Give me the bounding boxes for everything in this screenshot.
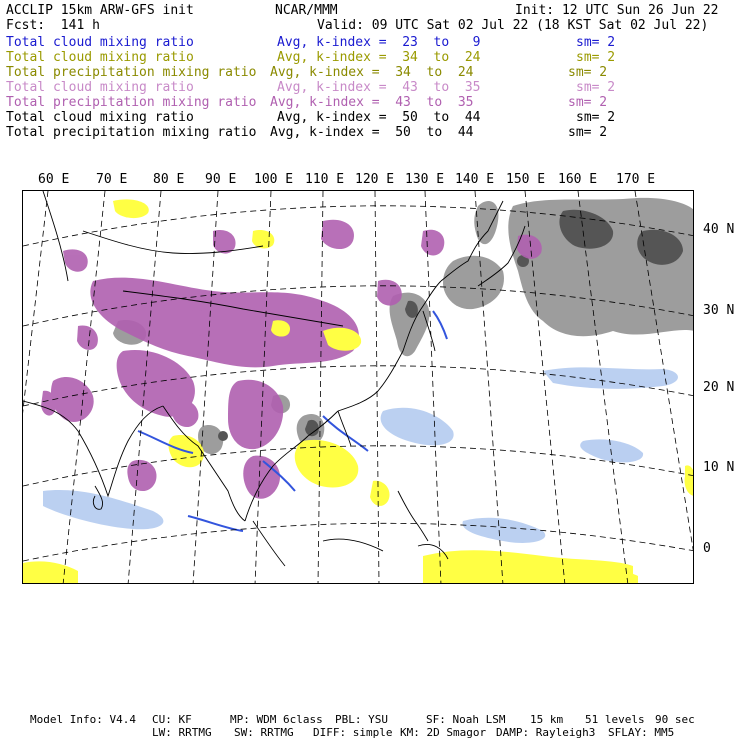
legend-avg: Avg, k-index = 50 to 44 (277, 110, 481, 125)
vertical-levels: 51 levels (585, 713, 645, 726)
legend-field: Total precipitation mixing ratio (6, 125, 257, 140)
legend-field: Total cloud mixing ratio (6, 50, 194, 65)
sf-scheme: SF: Noah LSM (426, 713, 506, 726)
lw-scheme: LW: RRTMG (152, 726, 212, 739)
lon-label: 80 E (153, 172, 185, 187)
map-svg (23, 191, 694, 584)
damp-option: DAMP: Rayleigh3 (496, 726, 596, 739)
lon-label: 130 E (405, 172, 445, 187)
lat-label: 0 (703, 541, 711, 556)
legend-sm: sm= 2 (568, 65, 608, 80)
model-info: Model Info: V4.4 (30, 713, 136, 726)
pbl-scheme: PBL: YSU (335, 713, 388, 726)
legend-field: Total cloud mixing ratio (6, 80, 194, 95)
legend-avg: Avg, k-index = 43 to 35 (270, 95, 474, 110)
mp-scheme: MP: WDM 6class (230, 713, 323, 726)
resolution: 15 km (530, 713, 564, 726)
legend-row (6, 35, 616, 50)
lat-label: 10 N (703, 460, 735, 475)
forecast-hour: Fcst: 141 h (6, 18, 100, 33)
legend-field: Total cloud mixing ratio (6, 110, 194, 125)
legend-avg: Avg, k-index = 50 to 44 (270, 125, 474, 140)
legend-sm: sm= 2 (576, 35, 616, 50)
legend-sm: sm= 2 (568, 95, 608, 110)
km-option: KM: 2D Smagor (400, 726, 487, 739)
diff-option: DIFF: simple (313, 726, 393, 739)
lon-label: 60 E (38, 172, 70, 187)
legend-field: Total precipitation mixing ratio (6, 65, 257, 80)
coastlines (23, 191, 525, 566)
legend-sm: sm= 2 (576, 110, 616, 125)
init-time: Init: 12 UTC Sun 26 Jun 22 (515, 3, 719, 18)
lon-label: 170 E (616, 172, 656, 187)
cu-scheme: CU: KF (152, 713, 192, 726)
lon-label: 110 E (305, 172, 345, 187)
legend-row (6, 110, 616, 125)
time-step: 90 sec (655, 713, 695, 726)
valid-time: Valid: 09 UTC Sat 02 Jul 22 (18 KST Sat 02 Jul 22) (317, 18, 709, 33)
lon-label: 140 E (455, 172, 495, 187)
lon-label: 100 E (254, 172, 294, 187)
legend-row (6, 50, 616, 65)
lon-label: 90 E (205, 172, 237, 187)
sw-scheme: SW: RRTMG (234, 726, 294, 739)
legend-row (6, 65, 608, 80)
legend-field: Total cloud mixing ratio (6, 35, 194, 50)
legend-field: Total precipitation mixing ratio (6, 95, 257, 110)
legend-avg: Avg, k-index = 23 to 9 (277, 35, 481, 50)
lon-label: 150 E (506, 172, 546, 187)
legend-sm: sm= 2 (568, 125, 608, 140)
lat-label: 20 N (703, 380, 735, 395)
legend-avg: Avg, k-index = 34 to 24 (277, 50, 481, 65)
legend-row (6, 95, 608, 110)
model-title: ACCLIP 15km ARW-GFS init (6, 3, 194, 18)
lat-label: 40 N (703, 222, 735, 237)
lon-label: 70 E (96, 172, 128, 187)
legend-sm: sm= 2 (576, 50, 616, 65)
org-label: NCAR/MMM (275, 3, 338, 18)
lon-label: 160 E (558, 172, 598, 187)
legend-sm: sm= 2 (576, 80, 616, 95)
legend-row (6, 80, 616, 95)
legend-row (6, 125, 608, 140)
legend-avg: Avg, k-index = 43 to 35 (277, 80, 481, 95)
map-panel (22, 190, 694, 584)
lon-label: 120 E (355, 172, 395, 187)
sflay-scheme: SFLAY: MM5 (608, 726, 675, 739)
legend-avg: Avg, k-index = 34 to 24 (270, 65, 474, 80)
lat-label: 30 N (703, 303, 735, 318)
